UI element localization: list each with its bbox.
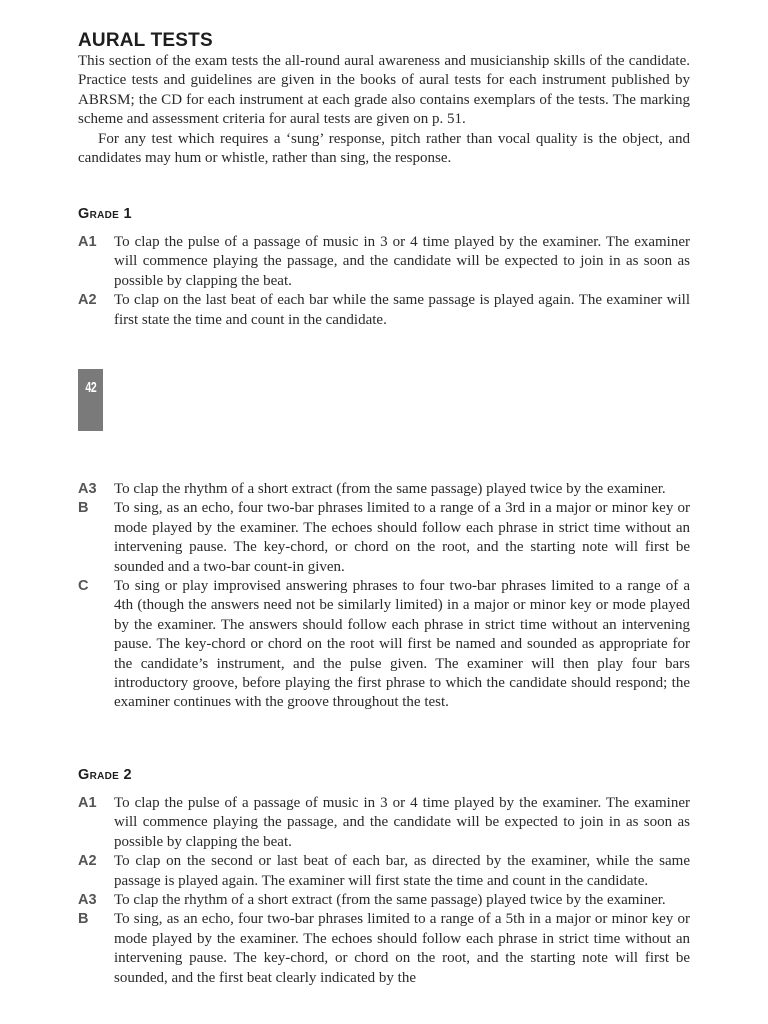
test-item <box>78 794 690 852</box>
test-label: B <box>78 911 89 928</box>
test-label: A1 <box>78 234 97 250</box>
test-item <box>78 480 690 499</box>
grade-2-heading <box>78 767 132 783</box>
test-description: To sing, as an echo, four two-bar phrases limited to a range of a 3rd in a major or minor key or mode played by the examiner. The echoes should follow each phrase in strict time without an intervening pause. The key-chord, or chord on the root, and the starting note will first be sounded and a two-bar count-in given. <box>114 500 690 575</box>
test-description: To clap on the second or last beat of each bar, as directed by the examiner, while the same passage is played again. The examiner will first state the time and count in the candidate. <box>114 853 690 889</box>
test-label: C <box>78 578 89 595</box>
test-item <box>78 291 690 330</box>
intro-section <box>78 52 690 168</box>
test-label: A2 <box>78 292 97 309</box>
test-description: To clap the pulse of a passage of music in 3 or 4 time played by the examiner. The examiner will commence playing the passage, and the candidate will be expected to join in as soon as possible by clapping the beat. <box>114 234 690 289</box>
test-description: To sing or play improvised answering phrases to four two-bar phrases limited to a range of a 4th (though the answers need not be similarly limited) in a major or minor key or mode played by the examiner. The answers should follow each phrase in strict time without an intervening pause. The key-chord or chord on the root will first be named and sounded as appropriate for the candidate’s instrument, and the pulse given. The examiner will then play four bars introductory groove, before playing the first phrase to which the candidate should respond; the examiner continues with the groove throughout the test. <box>114 578 690 711</box>
test-label: B <box>78 500 89 517</box>
intro-paragraph: For any test which requires a ‘sung’ response, pitch rather than vocal quality is the object, and candidates may hum or whistle, rather than sing, the response. <box>78 130 690 167</box>
test-label: A2 <box>78 853 97 870</box>
grade-heading-number: 1 <box>123 206 132 222</box>
test-item <box>78 233 690 291</box>
grade-2-tests <box>78 794 690 988</box>
test-item <box>78 577 690 713</box>
test-label: A3 <box>78 892 97 909</box>
grade-1-tests-part-2 <box>78 480 690 713</box>
test-label: A1 <box>78 795 97 811</box>
grade-heading-word: Grade <box>78 767 120 783</box>
page-number: 42 <box>85 379 96 396</box>
page-title: AURAL TESTS <box>78 30 213 51</box>
grade-heading-number: 2 <box>123 767 132 783</box>
test-description: To clap the pulse of a passage of music in 3 or 4 time played by the examiner. The examiner will commence playing the passage, and the candidate will be expected to join in as soon as possible by clapping the beat. <box>114 795 690 850</box>
test-item <box>78 852 690 891</box>
test-item <box>78 910 690 988</box>
test-description: To clap on the last beat of each bar while the same passage is played again. The examiner will first state the time and count in the candidate. <box>114 292 690 328</box>
grade-heading-word: Grade <box>78 206 120 222</box>
test-description: To sing, as an echo, four two-bar phrases limited to a range of a 5th in a major or minor key or mode played by the examiner. The echoes should follow each phrase in strict time without an intervening pause. The key-chord, or chord on the root, and the starting note will first be sounded, and the first beat clearly indicated by the <box>114 911 690 986</box>
grade-1-tests-part-1 <box>78 233 690 330</box>
test-item <box>78 891 690 910</box>
grade-1-heading <box>78 206 132 222</box>
test-description: To clap the rhythm of a short extract (from the same passage) played twice by the examiner. <box>114 481 666 497</box>
test-item <box>78 499 690 577</box>
test-description: To clap the rhythm of a short extract (from the same passage) played twice by the examiner. <box>114 892 666 909</box>
intro-paragraph: This section of the exam tests the all-round aural awareness and musicianship skills of the candidate. Practice tests and guidelines are given in the books of aural tests for each instrument published by ABRSM; the CD for each instrument at each grade also contains exemplars of the tests. The marking scheme and assessment criteria for aural tests are given on p. 51. <box>78 53 690 128</box>
test-label: A3 <box>78 481 97 497</box>
page-number-tab <box>78 369 103 431</box>
